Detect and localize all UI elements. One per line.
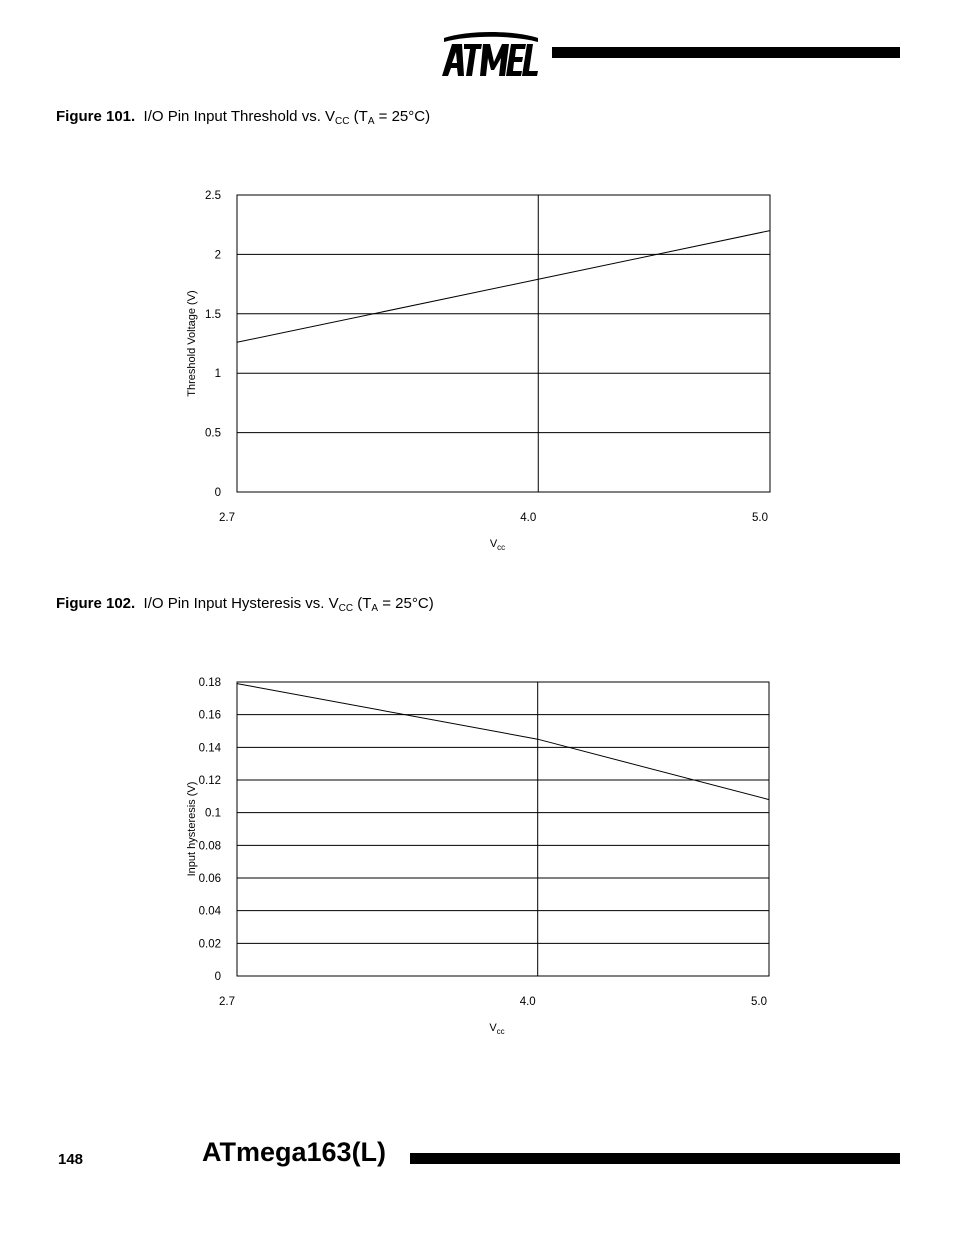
series-line bbox=[237, 684, 769, 800]
y-axis-label: Threshold Voltage (V) bbox=[186, 290, 198, 397]
y-tick-label: 0.02 bbox=[198, 938, 221, 951]
plot-frame bbox=[237, 682, 769, 976]
plot-frame bbox=[237, 195, 770, 492]
y-tick-label: 0.12 bbox=[198, 775, 221, 787]
figure-102-caption bbox=[56, 595, 434, 612]
x-axis-label-subscript: cc bbox=[497, 543, 506, 552]
y-tick-label: 0.06 bbox=[198, 873, 221, 885]
caption-subscript: A bbox=[367, 116, 375, 127]
y-tick-label: 0.1 bbox=[205, 807, 221, 820]
x-axis-label-main: V bbox=[489, 1022, 497, 1034]
y-tick-label: 0.16 bbox=[198, 709, 221, 722]
y-axis-label: Input hysteresis (V) bbox=[186, 781, 198, 877]
caption-text: = 25°C) bbox=[378, 595, 434, 612]
y-tick-label: 0 bbox=[214, 487, 221, 499]
caption-subscript: CC bbox=[338, 603, 354, 614]
caption-subscript: CC bbox=[335, 116, 350, 127]
caption-text: (T bbox=[353, 595, 372, 612]
caption-subscript: A bbox=[371, 603, 379, 614]
caption-text: (T bbox=[349, 108, 368, 125]
y-tick-label: 0.14 bbox=[198, 742, 221, 755]
threshold-chart bbox=[0, 170, 954, 570]
x-tick-label: 5.0 bbox=[751, 996, 767, 1008]
footer-rule bbox=[410, 1153, 900, 1164]
caption-text: I/O Pin Input Threshold vs. V bbox=[143, 108, 336, 125]
page-number: 148 bbox=[58, 1151, 84, 1168]
y-tick-label: 2 bbox=[214, 249, 221, 262]
caption-text: = 25°C) bbox=[374, 108, 431, 125]
figure-label: Figure 102. bbox=[56, 595, 136, 612]
y-tick-label: 0 bbox=[214, 971, 221, 983]
x-tick-label: 2.7 bbox=[219, 512, 235, 524]
y-tick-label: 1 bbox=[214, 368, 221, 381]
x-axis-label-main: V bbox=[489, 538, 498, 550]
x-tick-label: 4.0 bbox=[520, 512, 537, 524]
y-tick-label: 0.04 bbox=[198, 905, 221, 918]
hysteresis-chart bbox=[0, 660, 954, 1060]
x-axis-label bbox=[490, 538, 505, 552]
header-rule bbox=[552, 47, 900, 58]
y-tick-label: 0.5 bbox=[205, 427, 221, 440]
x-axis-label bbox=[489, 1022, 504, 1036]
x-axis-label-subscript: cc bbox=[496, 1027, 505, 1036]
x-tick-label: 4.0 bbox=[519, 996, 536, 1008]
y-tick-label: 0.18 bbox=[198, 677, 221, 689]
y-tick-label: 0.08 bbox=[198, 840, 221, 853]
atmel-logo bbox=[438, 30, 542, 78]
y-tick-label: 2.5 bbox=[205, 190, 221, 202]
figure-label: Figure 101. bbox=[56, 108, 136, 125]
y-tick-label: 1.5 bbox=[205, 308, 221, 321]
x-tick-label: 5.0 bbox=[752, 512, 768, 524]
caption-text: I/O Pin Input Hysteresis vs. V bbox=[143, 595, 339, 612]
figure-101-caption bbox=[56, 108, 430, 125]
series-line bbox=[237, 231, 770, 343]
x-tick-label: 2.7 bbox=[219, 996, 235, 1008]
document-title: ATmega163(L) bbox=[202, 1137, 387, 1167]
